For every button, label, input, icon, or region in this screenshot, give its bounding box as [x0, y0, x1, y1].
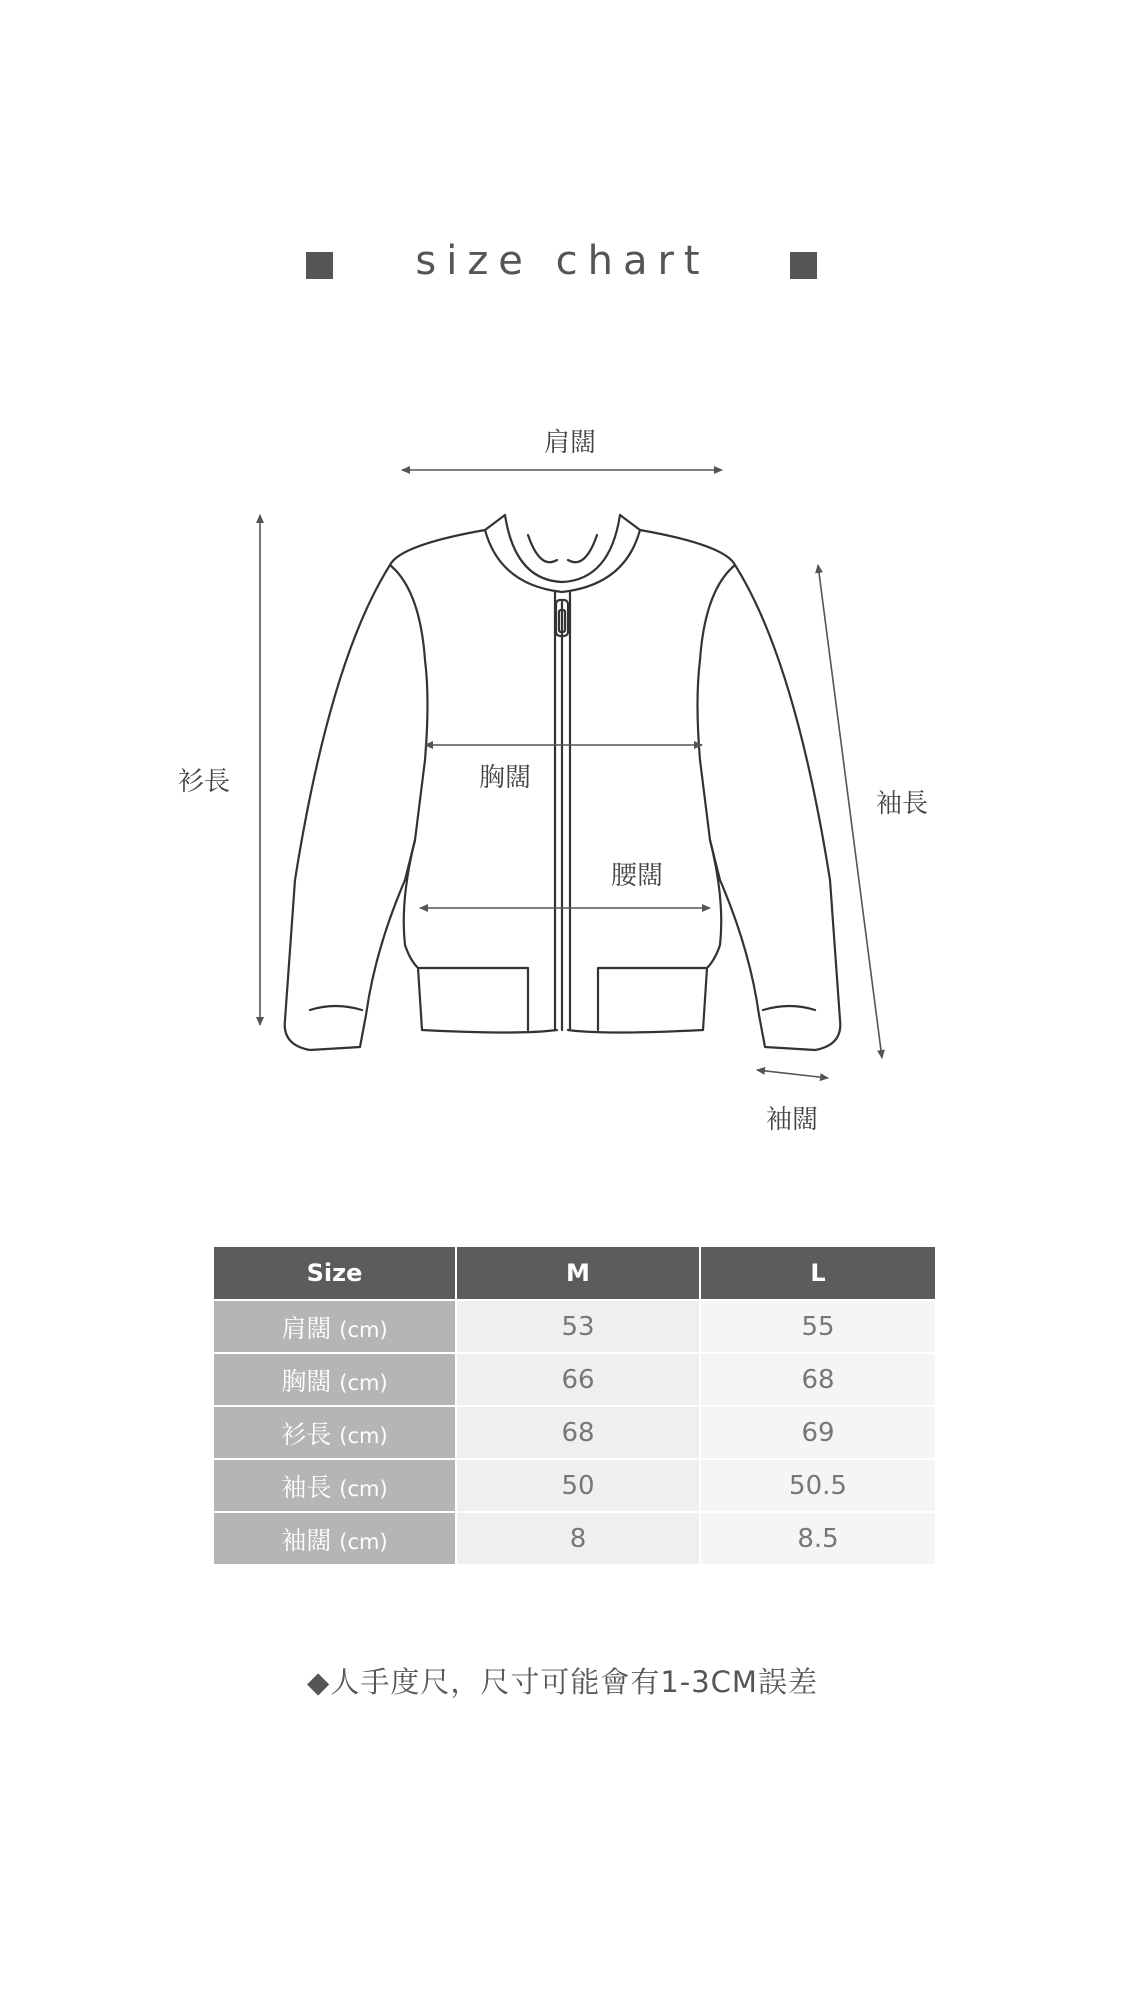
table-header-row: [214, 1247, 935, 1300]
row-label: [214, 1353, 456, 1406]
cell-m: 66: [456, 1353, 700, 1406]
row-label: [214, 1406, 456, 1459]
cell-m: 68: [456, 1406, 700, 1459]
row-label-text: 胸闊: [281, 1366, 332, 1396]
jacket-diagram: [0, 400, 1125, 1160]
row-label-text: 衫長: [281, 1419, 332, 1449]
label-shoulder: 肩闊: [543, 428, 597, 458]
label-cuff: 袖闊: [765, 1105, 819, 1135]
page-title: size chart: [415, 238, 710, 284]
table-row: [214, 1300, 935, 1353]
table-row: [214, 1459, 935, 1512]
title-row: [0, 238, 1125, 298]
cell-l: 55: [700, 1300, 935, 1353]
table-row: [214, 1353, 935, 1406]
col-header-m: M: [456, 1247, 700, 1300]
label-chest: 胸闊: [478, 763, 532, 793]
cell-l: 68: [700, 1353, 935, 1406]
unit-text: (cm): [339, 1317, 388, 1342]
cell-m: 53: [456, 1300, 700, 1353]
unit-text: (cm): [339, 1529, 388, 1554]
row-label: [214, 1459, 456, 1512]
square-bullet-right-icon: [790, 252, 817, 279]
cell-m: 50: [456, 1459, 700, 1512]
cell-l: 8.5: [700, 1512, 935, 1564]
cell-l: 69: [700, 1406, 935, 1459]
measurement-note: ◆人手度尺，尺寸可能會有1-3CM誤差: [307, 1665, 818, 1699]
table-row: [214, 1406, 935, 1459]
row-label: [214, 1512, 456, 1564]
label-length: 衫長: [177, 767, 231, 797]
label-waist: 腰闊: [610, 861, 664, 891]
unit-text: (cm): [339, 1370, 388, 1395]
unit-text: (cm): [339, 1423, 388, 1448]
row-label-text: 袖長: [281, 1472, 332, 1502]
size-table: [214, 1247, 935, 1564]
label-sleeve-length: 袖長: [875, 789, 929, 819]
row-label-text: 肩闊: [281, 1313, 332, 1343]
jacket-outline: [285, 515, 841, 1050]
col-header-size: Size: [214, 1247, 456, 1300]
col-header-l: L: [700, 1247, 935, 1300]
cell-m: 8: [456, 1512, 700, 1564]
cell-l: 50.5: [700, 1459, 935, 1512]
row-label-text: 袖闊: [281, 1525, 332, 1555]
unit-text: (cm): [339, 1476, 388, 1501]
row-label: [214, 1300, 456, 1353]
table-row: [214, 1512, 935, 1564]
